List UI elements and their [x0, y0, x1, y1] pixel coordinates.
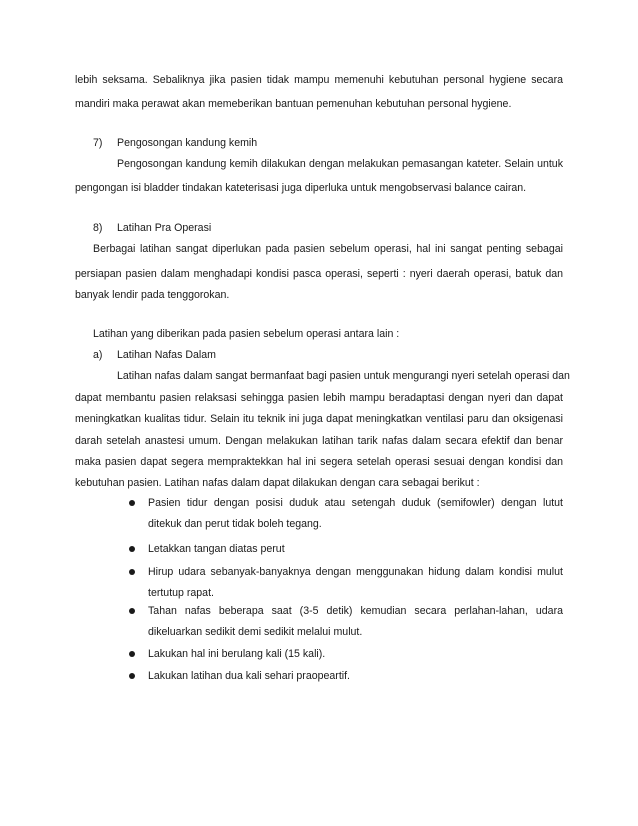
- paragraph-line: Latihan nafas dalam sangat bermanfaat bagi pasien untuk mengurangi nyeri setelah operasi dan: [117, 370, 570, 382]
- bullet-line: Tahan nafas beberapa saat (3-5 detik) kemudian secara perlahan-lahan, udara: [148, 605, 563, 617]
- paragraph-line: Pengosongan kandung kemih dilakukan dengan melakukan pemasangan kateter. Selain untuk: [117, 158, 563, 170]
- subsection-title: Latihan Nafas Dalam: [117, 349, 216, 361]
- bullet-dot: [129, 608, 135, 614]
- paragraph-line: Berbagai latihan sangat diperlukan pada pasien sebelum operasi, hal ini sangat penting sebagai: [93, 243, 563, 255]
- section-title: Latihan Pra Operasi: [117, 222, 212, 234]
- paragraph-line: kebutuhan pasien. Latihan nafas dalam dapat dilakukan dengan cara sebagai berikut :: [75, 477, 480, 489]
- bullet-line: Lakukan latihan dua kali sehari praopeartif.: [148, 670, 351, 682]
- paragraph-line: meningkatkan kualitas tidur. Selain itu teknik ini juga dapat meningkatkan ventilasi paru dan oksigenasi: [75, 413, 563, 425]
- intro-line: Latihan yang diberikan pada pasien sebelum operasi antara lain :: [93, 328, 400, 340]
- paragraph-line: maka pasien dapat segera mempraktekkan hal ini segera setelah operasi sesuai dengan kondisi dan: [75, 456, 563, 468]
- paragraph-line: mandiri maka perawat akan memeberikan bantuan pemenuhan kebutuhan personal hygiene.: [75, 98, 512, 110]
- section-number: 8): [93, 222, 103, 234]
- paragraph-line: pengongan isi bladder tindakan kateterisasi juga diperluka untuk mengobservasi balance cairan.: [75, 182, 527, 194]
- section-number: 7): [93, 137, 103, 149]
- paragraph-line: dapat membantu pasien relaksasi sehingga pasien lebih mampu beradaptasi dengan nyeri dan dapat: [75, 392, 563, 404]
- bullet-line: Lakukan hal ini berulang kali (15 kali).: [148, 648, 326, 660]
- bullet-dot: [129, 500, 135, 506]
- bullet-line: Letakkan tangan diatas perut: [148, 543, 285, 555]
- bullet-line: dikeluarkan sedikit demi sedikit melalui mulut.: [148, 626, 363, 638]
- bullet-dot: [129, 673, 135, 679]
- paragraph-line: darah setelah anastesi umum. Dengan melakukan latihan tarik nafas dalam secara efektif dan benar: [75, 435, 563, 447]
- paragraph-line: persiapan pasien dalam menghadapi kondisi pasca operasi, seperti : nyeri daerah operasi, batuk dan: [75, 268, 563, 280]
- paragraph-line: lebih seksama. Sebaliknya jika pasien tidak mampu memenuhi kebutuhan personal hygiene secara: [75, 74, 563, 86]
- subsection-number: a): [93, 349, 103, 361]
- bullet-line: ditekuk dan perut tidak boleh tegang.: [148, 518, 322, 530]
- paragraph-line: banyak lendir pada tenggorokan.: [75, 289, 230, 301]
- bullet-dot: [129, 569, 135, 575]
- section-title: Pengosongan kandung kemih: [117, 137, 258, 149]
- bullet-line: tertutup rapat.: [148, 587, 214, 599]
- bullet-dot: [129, 546, 135, 552]
- bullet-dot: [129, 651, 135, 657]
- bullet-line: Pasien tidur dengan posisi duduk atau setengah duduk (semifowler) dengan lutut: [148, 497, 563, 509]
- bullet-line: Hirup udara sebanyak-banyaknya dengan menggunakan hidung dalam kondisi mulut: [148, 566, 563, 578]
